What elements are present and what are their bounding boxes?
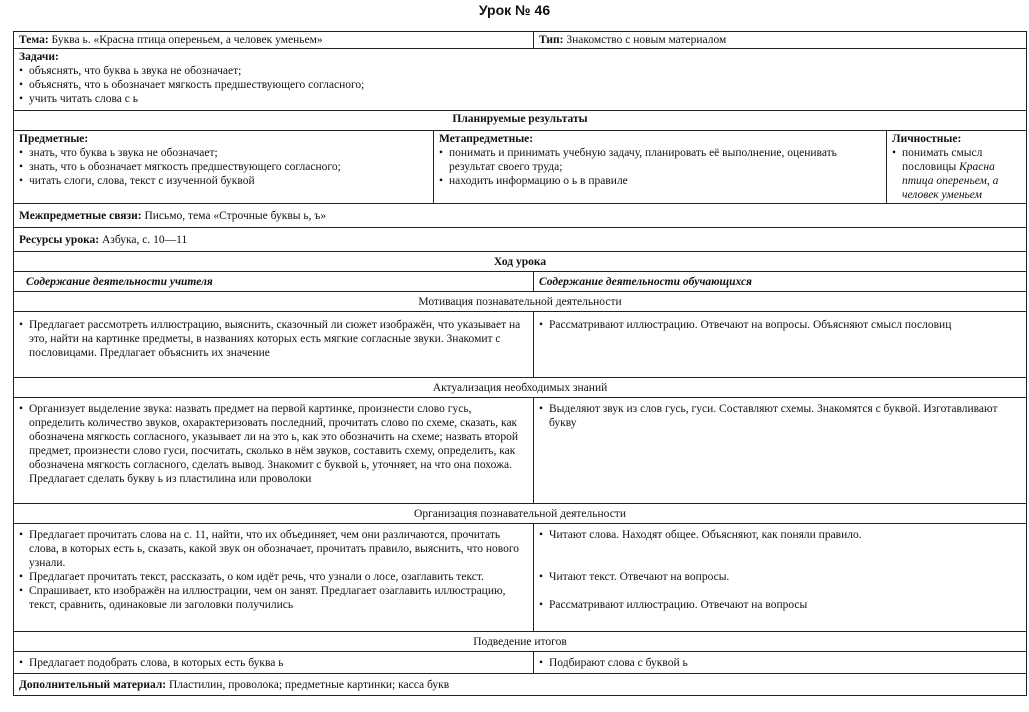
- metapredmetnye-item: • понимать и принимать учебную задачу, планировать её выполнение, оценивать результат своего труда;: [439, 147, 837, 173]
- resursy-cell: [14, 228, 1027, 252]
- stage-students-cell: [534, 652, 1027, 674]
- metapredmetnye-label: Метапредметные:: [439, 133, 534, 145]
- students-item: • Рассматривают иллюстрацию. Отвечают на вопросы: [539, 599, 808, 611]
- tema-text: Буква ь. «Красна птица опереньем, а человек уменьем»: [51, 34, 323, 46]
- predmetnye-label: Предметные:: [19, 133, 89, 145]
- results-header-row: [14, 111, 1027, 131]
- resursy-label: Ресурсы урока:: [19, 233, 100, 246]
- tema-label: Тема:: [19, 34, 49, 46]
- teacher-item: • Организует выделение звука: назвать предмет на первой картинке, произнести слово гусь, определить количество звуков, охарактеризовать последний, прочитать слово по схеме, сказать, как обозначена мягкость согласного, указывает ли на это ь, как это обозначить на схеме; назвать второй предмет, произнести слово гуси, посчитать, сколько в нём звуков, составить схему, определить, как обозначена мягкость согласного, сделать вывод. Знакомит с буквой ь, уточняет, на что она похожа. Предлагает сделать букву ь из пластилина или проволоки: [19, 403, 519, 485]
- stage-students-cell: [534, 398, 1027, 504]
- stage-title: Актуализация необходимых знаний: [14, 378, 1027, 398]
- tip-label: Тип:: [539, 34, 564, 46]
- stage-title: Мотивация познавательной деятельности: [14, 292, 1027, 312]
- teacher-item: • Предлагает прочитать слова на с. 11, найти, что их объединяет, чем они различаются, прочитать слова, в которых есть ь, сказать, какой звук он обозначает, прочитать правило, выяснить, что нового узнали.: [19, 529, 520, 569]
- predmetnye-item: • читать слоги, слова, текст с изученной буквой: [19, 175, 255, 187]
- tip-cell: [534, 32, 1027, 49]
- tip-text: Знакомство с новым материалом: [566, 34, 727, 46]
- lichnostnye-cell: [887, 131, 1027, 204]
- stage-content-row: [14, 524, 1027, 632]
- mezhpredmet-text: Письмо, тема «Строчные буквы ь, ъ»: [144, 209, 327, 222]
- lesson-plan-table: [13, 31, 1027, 696]
- dop-cell: [14, 674, 1027, 696]
- stage-title-row: [14, 632, 1027, 652]
- stage-content-row: [14, 312, 1027, 378]
- zadachi-label: Задачи:: [19, 51, 59, 63]
- hod-header: Ход урока: [14, 252, 1027, 272]
- col-students-header: Содержание деятельности обучающихся: [534, 272, 1027, 292]
- predmetnye-item: • знать, что буква ь звука не обозначает;: [19, 147, 218, 159]
- teacher-item: • Предлагает прочитать текст, рассказать, о ком идёт речь, что узнали о лосе, озаглавить текст.: [19, 571, 484, 583]
- mezhpredmet-row: [14, 204, 1027, 228]
- metapredmetnye-cell: [434, 131, 887, 204]
- students-item: • Читают текст. Отвечают на вопросы.: [539, 571, 730, 583]
- dop-row: [14, 674, 1027, 696]
- students-item: • Выделяют звук из слов гусь, гуси. Составляют схемы. Знакомятся с буквой. Изготавливают букву: [539, 403, 998, 429]
- dop-label: Дополнительный материал:: [19, 678, 167, 691]
- metapredmetnye-item: • находить информацию о ь в правиле: [439, 175, 628, 187]
- mezhpredmet-cell: [14, 204, 1027, 228]
- columns-header-row: [14, 272, 1027, 292]
- teacher-item: • Предлагает рассмотреть иллюстрацию, выяснить, сказочный ли сюжет изображён, что указывает на это, найти на картинке предметы, в названиях которых есть мягкие согласные звуки. Знакомит с пословицами. Предлагает объяснить их значение: [19, 319, 521, 359]
- page-title: Урок № 46: [478, 2, 551, 18]
- stage-title-row: [14, 378, 1027, 398]
- col-teacher-header: Содержание деятельности учителя: [14, 272, 534, 292]
- predmetnye-item: • знать, что ь обозначает мягкость предшествующего согласного;: [19, 161, 341, 173]
- stage-students-cell: [534, 524, 1027, 632]
- zadachi-cell: [14, 49, 1027, 111]
- mezhpredmet-label: Межпредметные связи:: [19, 209, 142, 222]
- stage-teacher-cell: [14, 312, 534, 378]
- results-row: [14, 131, 1027, 204]
- stage-title-row: [14, 504, 1027, 524]
- zadachi-item: • учить читать слова с ь: [19, 93, 138, 105]
- stage-teacher-cell: [14, 524, 534, 632]
- predmetnye-cell: [14, 131, 434, 204]
- stage-students-cell: [534, 312, 1027, 378]
- stage-title-row: [14, 292, 1027, 312]
- stage-content-row: [14, 398, 1027, 504]
- students-item: • Читают слова. Находят общее. Объясняют, как поняли правило.: [539, 529, 862, 541]
- teacher-item: • Предлагает подобрать слова, в которых есть буква ь: [19, 656, 284, 669]
- zadachi-item: • объяснять, что буква ь звука не обозначает;: [19, 65, 242, 77]
- zadachi-item: • объяснять, что ь обозначает мягкость предшествующего согласного;: [19, 79, 365, 91]
- teacher-item: • Спрашивает, кто изображён на иллюстрации, чем он занят. Предлагает озаглавить иллюстрацию, текст, сравнить, одинаковые ли заголовки получились: [19, 585, 506, 611]
- stage-teacher-cell: [14, 652, 534, 674]
- resursy-row: [14, 228, 1027, 252]
- students-item: • Рассматривают иллюстрацию. Отвечают на вопросы. Объясняют смысл пословиц: [539, 319, 952, 331]
- tema-cell: [14, 32, 534, 49]
- hod-header-row: [14, 252, 1027, 272]
- lichnostnye-item: • понимать смысл пословицы Красна птица опереньем, а человек уменьем: [892, 147, 999, 201]
- results-header: Планируемые результаты: [14, 111, 1027, 131]
- zadachi-row: [14, 49, 1027, 111]
- resursy-text: Азбука, с. 10—11: [101, 233, 188, 246]
- lichnostnye-label: Личностные:: [892, 133, 962, 145]
- students-item: • Подбирают слова с буквой ь: [539, 656, 688, 669]
- stage-title: Подведение итогов: [14, 632, 1027, 652]
- stage-content-row: [14, 652, 1027, 674]
- dop-text: Пластилин, проволока; предметные картинки; касса букв: [168, 678, 450, 691]
- stage-teacher-cell: [14, 398, 534, 504]
- tema-row: [14, 32, 1027, 49]
- stage-title: Организация познавательной деятельности: [14, 504, 1027, 524]
